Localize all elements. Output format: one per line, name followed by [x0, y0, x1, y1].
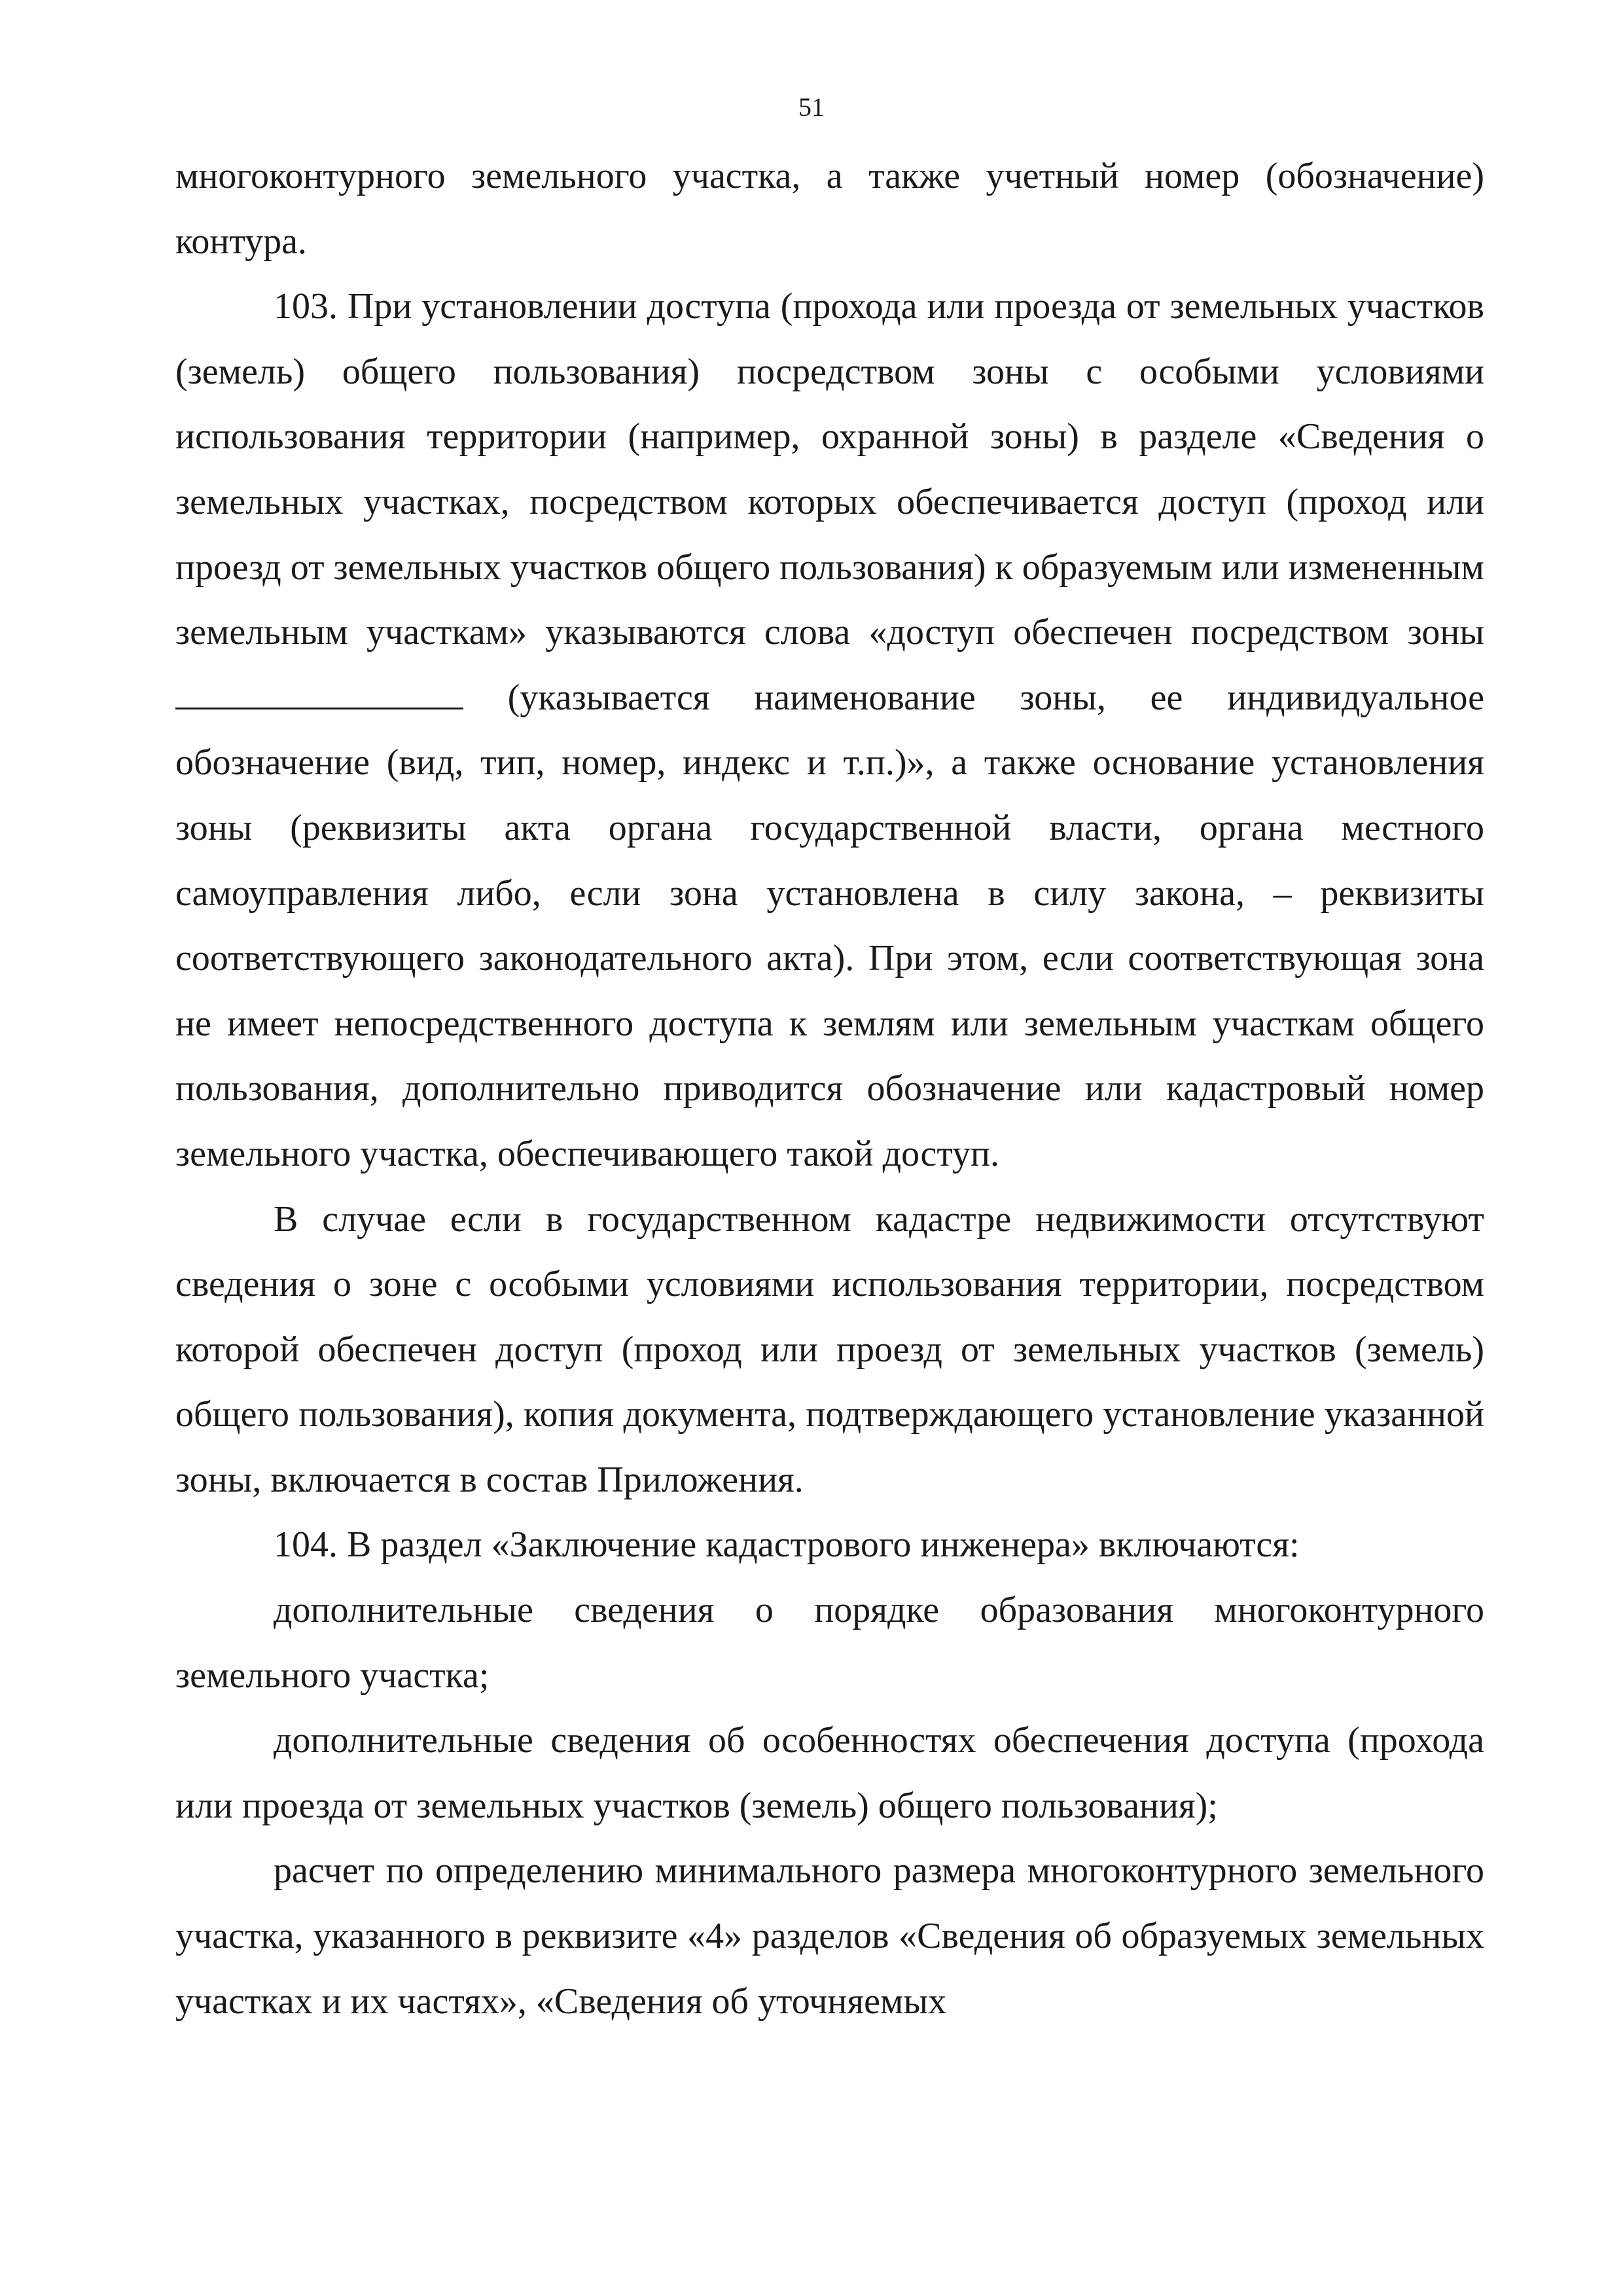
page-number: 51 [798, 92, 825, 122]
paragraph-104: 104. В раздел «Заключение кадастрового инженера» включаются: [274, 1524, 1300, 1566]
paragraph-continuation: многоконтурного земельного участка, а также учетный номер (обозначение) контура. [175, 156, 1484, 262]
document-body [175, 144, 1484, 2034]
list-item-multicontour-info: дополнительные сведения о порядке образования многоконтурного земельного участка; [175, 1590, 1484, 1696]
paragraph-103 [175, 274, 1484, 1187]
fill-in-blank-line [175, 681, 463, 709]
paragraph-103-text-start: 103. При установлении доступа (прохода или проезда от земельных участков (земель) общего пользования) посредством зоны с особыми условиями использования территории (например, охранной зоны) в разделе «Сведения о земельных участках, посредством которых обеспечивается доступ (проход или проезд от земельных участков общего пользования) к образуемым или измененным земельным участкам» указываются слова «доступ обеспечен посредством зоны [175, 286, 1484, 653]
paragraph-103-text-end: (указывается наименование зоны, ее индивидуальное обозначение (вид, тип, номер, индекс и т.п.)», а также основание установления зоны (реквизиты акта органа государственной власти, органа местного самоуправления либо, если зона установлена в силу закона, – реквизиты соответствующего законодательного акта). При этом, если соответствующая зона не имеет непосредственного доступа к землям или земельным участкам общего пользования, дополнительно приводится обозначение или кадастровый номер земельного участка, обеспечивающего такой доступ. [175, 677, 1484, 1174]
paragraph-missing-zone-info: В случае если в государственном кадастре недвижимости отсутствуют сведения о зоне с особыми условиями использования территории, посредством которой обеспечен доступ (проход или проезд от земельных участков (земель) общего пользования), копия документа, подтверждающего установление указанной зоны, включается в состав Приложения. [175, 1198, 1484, 1500]
list-item-min-size-calculation: расчет по определению минимального размера многоконтурного земельного участка, указанного в реквизите «4» разделов «Сведения об образуемых земельных участках и их частях», «Сведения об уточняемых [175, 1850, 1484, 2022]
list-item-access-info: дополнительные сведения об особенностях обеспечения доступа (прохода или проезда от земельных участков (земель) общего пользования); [175, 1720, 1484, 1826]
